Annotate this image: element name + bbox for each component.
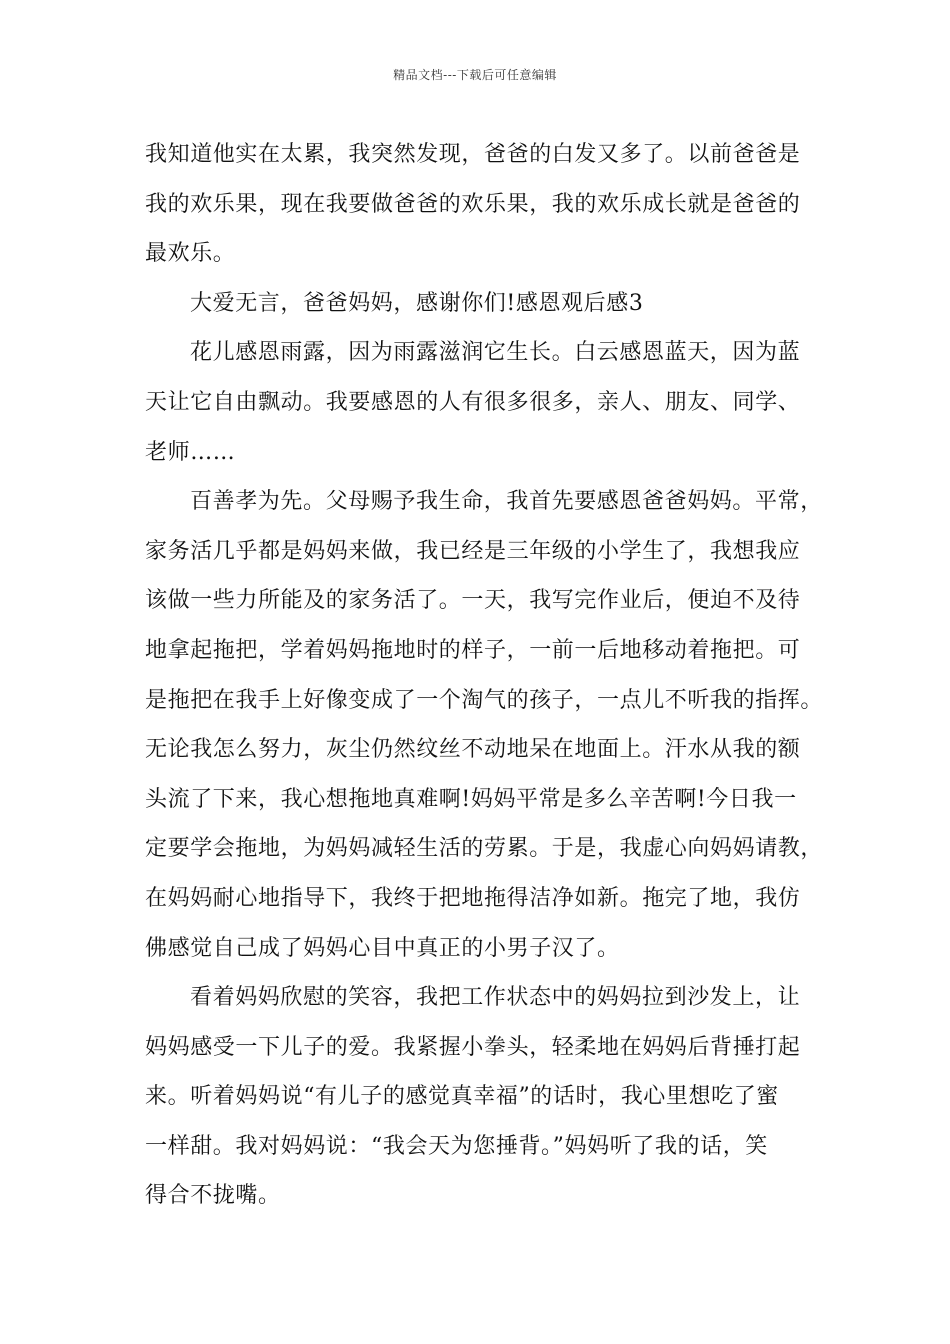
text-line: 在妈妈耐心地指导下，我终于把地拖得洁净如新。拖完了地，我仿: [145, 885, 801, 911]
text-line: 定要学会拖地，为妈妈减轻生活的劳累。于是，我虚心向妈妈请教，: [145, 836, 824, 862]
text-line: 佛感觉自己成了妈妈心目中真正的小男子汉了。: [145, 935, 620, 961]
section-title: 大爱无言，爸爸妈妈，感谢你们!感恩观后感3: [190, 290, 644, 316]
document-body: [145, 130, 824, 1221]
text-line: 得合不拢嘴。: [145, 1183, 281, 1209]
text-line: 地拿起拖把，学着妈妈拖地时的样子，一前一后地移动着拖把。可: [145, 637, 801, 663]
text-line: 最欢乐。: [145, 241, 236, 267]
text-line: 是拖把在我手上好像变成了一个淘气的孩子，一点儿不听我的指挥。: [145, 687, 824, 713]
paragraph-start: 花儿感恩雨露，因为雨露滋润它生长。白云感恩蓝天，因为蓝: [190, 340, 801, 366]
text-line: 妈妈感受一下儿子的爱。我紧握小拳头，轻柔地在妈妈后背捶打起: [145, 1034, 801, 1060]
text-line: 该做一些力所能及的家务活了。一天，我写完作业后，便迫不及待: [145, 588, 801, 614]
paragraph-start: 看着妈妈欣慰的笑容，我把工作状态中的妈妈拉到沙发上，让: [190, 985, 801, 1011]
text-line: 我的欢乐果，现在我要做爸爸的欢乐果，我的欢乐成长就是爸爸的: [145, 191, 801, 217]
text-line: 我知道他实在太累，我突然发现，爸爸的白发又多了。以前爸爸是: [145, 142, 801, 167]
text-line: 一样甜。我对妈妈说：“我会天为您捶背。”妈妈听了我的话，笑: [145, 1133, 768, 1159]
text-line: 无论我怎么努力，灰尘仍然纹丝不动地呆在地面上。汗水从我的额: [145, 737, 801, 763]
text-line: 家务活几乎都是妈妈来做，我已经是三年级的小学生了，我想我应: [145, 538, 801, 564]
paragraph-start: 百善孝为先。父母赐予我生命，我首先要感恩爸爸妈妈。平常，: [190, 489, 823, 515]
text-line: 天让它自由飘动。我要感恩的人有很多很多，亲人、朋友、同学、: [145, 389, 801, 415]
page-header: 精品文档---下载后可任意编辑: [393, 68, 557, 82]
text-line: 老师……: [145, 439, 236, 465]
text-line: 来。听着妈妈说“有儿子的感觉真幸福”的话时，我心里想吃了蜜: [145, 1084, 779, 1110]
text-line: 头流了下来，我心想拖地真难啊!妈妈平常是多么辛苦啊!今日我一: [145, 786, 797, 812]
